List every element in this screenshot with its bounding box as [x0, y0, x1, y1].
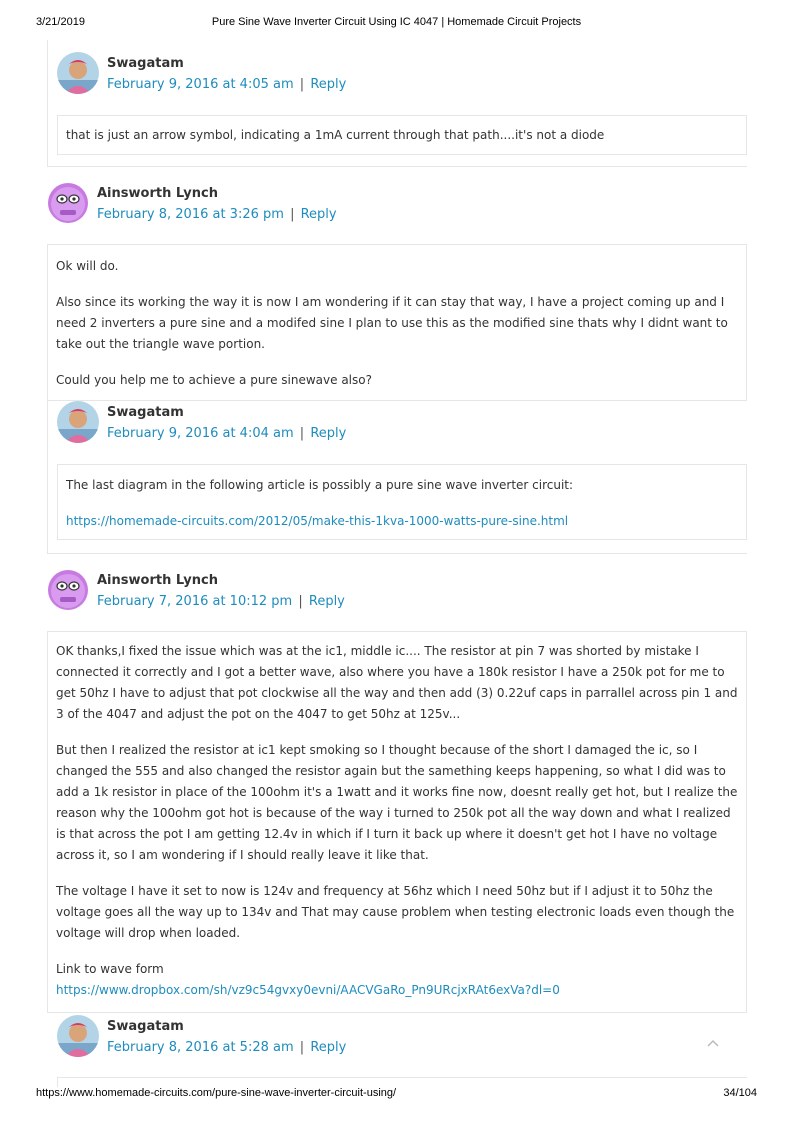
- thread-line-2: [47, 400, 48, 553]
- comment-header-5: [57, 1015, 457, 1065]
- print-footer: [36, 1087, 757, 1103]
- comment-author[interactable]: Swagatam: [107, 56, 184, 71]
- chevron-up-icon[interactable]: [706, 1036, 720, 1050]
- comment-text: OK thanks,I fixed the issue which was at the ic1, middle ic.... The resistor at pin 7 was shorted by mistake I connected it correctly and I got a better wave, also where you have a 180k resistor I have a 250k pot for me to get 50hz I have to adjust that pot clockwise all the way and then add (3) 0.22uf caps in parrallel across pin 1 and 3 of the 4047 and adjust the pot on the 4047 to get 50hz at 125v...: [56, 644, 738, 721]
- print-url: https://www.homemade-circuits.com/pure-sine-wave-inverter-circuit-using/: [36, 1087, 397, 1099]
- article-link[interactable]: https://homemade-circuits.com/2012/05/make-this-1kva-1000-watts-pure-sine.html: [66, 514, 569, 528]
- comment-date-link[interactable]: February 9, 2016 at 4:04 am: [107, 426, 294, 441]
- reply-link[interactable]: Reply: [310, 426, 347, 441]
- meta-separator: |: [299, 1040, 305, 1055]
- comment-author[interactable]: Swagatam: [107, 405, 184, 420]
- meta-separator: |: [298, 594, 303, 609]
- comment-header-4: [47, 569, 447, 619]
- comment-date-link[interactable]: February 9, 2016 at 4:05 am: [107, 77, 294, 92]
- comment-header-3: [57, 401, 457, 451]
- swagatam-avatar-icon[interactable]: [57, 1015, 99, 1057]
- wave-form-link[interactable]: https://www.dropbox.com/sh/vz9c54gvxy0evni/AACVGaRo_Pn9URcjxRAt6exVa?dl=0: [56, 983, 560, 997]
- swagatam-avatar-icon[interactable]: [57, 401, 99, 443]
- swagatam-avatar-icon[interactable]: [57, 52, 99, 94]
- reply-link[interactable]: Reply: [300, 207, 337, 222]
- comment-body-4: [47, 631, 747, 1013]
- reply-link[interactable]: Reply: [310, 77, 347, 92]
- purple-face-avatar-icon[interactable]: [47, 569, 89, 611]
- comment-text: But then I realized the resistor at ic1 kept smoking so I thought because of the short I damaged the ic, so I changed the 555 and also changed the resistor again but the samething keeps happening, so what I did was to add a 1k resistor in place of the 100ohm it's a 1watt and it works fine now, doesnt really get hot, but I realize the reason why the 100ohm got hot is because of the way i turned to 250k pot all the way down and what I realized is that across the pot I am getting 12.4v in which if I turn it back up where it doesn't get hot I have no voltage across it, so I am wondering if I should really leave it like that.: [56, 743, 738, 862]
- thread-line-2-bottom: [47, 553, 747, 554]
- print-page-number: 34/104: [723, 1087, 757, 1099]
- meta-separator: |: [299, 426, 305, 441]
- reply-link[interactable]: Reply: [310, 1040, 347, 1055]
- print-page-title: Pure Sine Wave Inverter Circuit Using IC 4047 | Homemade Circuit Projects: [211, 16, 582, 28]
- comment-text: The last diagram in the following article is possibly a pure sine wave inverter circuit:: [66, 478, 574, 492]
- comment-body-1: [57, 115, 747, 155]
- thread-line-1: [47, 40, 48, 166]
- comment-text: Link to wave form: [56, 962, 164, 976]
- comment-author[interactable]: Ainsworth Lynch: [97, 186, 218, 201]
- comment-header-2: [47, 182, 447, 232]
- print-header: [36, 16, 757, 32]
- comment-meta: [107, 77, 346, 92]
- meta-separator: |: [290, 207, 295, 222]
- comment-text: Could you help me to achieve a pure sinewave also?: [56, 373, 372, 387]
- purple-face-avatar-icon[interactable]: [47, 182, 89, 224]
- comment-body-5-top: [57, 1077, 747, 1078]
- comment-text: that is just an arrow symbol, indicating a 1mA current through that path....it's not a diode: [66, 128, 605, 142]
- comment-body-2: [47, 244, 747, 401]
- comment-meta: [107, 1040, 346, 1055]
- comment-body-5-left: [57, 1077, 58, 1087]
- comment-author[interactable]: Ainsworth Lynch: [97, 573, 218, 588]
- thread-line-1-bottom: [47, 166, 747, 167]
- print-date: 3/21/2019: [36, 16, 85, 28]
- comment-date-link[interactable]: February 8, 2016 at 3:26 pm: [97, 207, 284, 222]
- comment-meta: [107, 426, 346, 441]
- comment-body-3: [57, 464, 747, 540]
- comment-author[interactable]: Swagatam: [107, 1019, 184, 1034]
- comment-text: Ok will do.: [56, 259, 119, 273]
- comment-text: Also since its working the way it is now I am wondering if it can stay that way, I have a project coming up and I need 2 inverters a pure sine and a modifed sine I plan to use this as the modified sine thats why I didnt want to take out the triangle wave portion.: [56, 295, 728, 351]
- comment-meta: [97, 594, 345, 609]
- meta-separator: |: [299, 77, 305, 92]
- comment-text: The voltage I have it set to now is 124v and frequency at 56hz which I need 50hz but if I adjust it to 50hz the voltage goes all the way up to 134v and That may cause problem when testing electronic loads even though the voltage will drop when loaded.: [56, 884, 735, 940]
- comment-date-link[interactable]: February 8, 2016 at 5:28 am: [107, 1040, 294, 1055]
- comment-date-link[interactable]: February 7, 2016 at 10:12 pm: [97, 594, 293, 609]
- reply-link[interactable]: Reply: [308, 594, 345, 609]
- comment-header-1: [57, 52, 457, 102]
- comment-meta: [97, 207, 337, 222]
